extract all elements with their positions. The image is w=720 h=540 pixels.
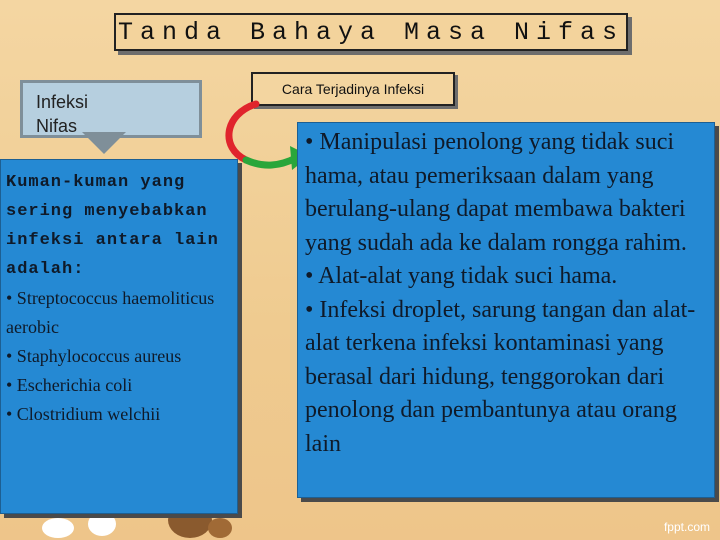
left-content-text xyxy=(6,168,232,429)
paragraph: • Infeksi droplet, sarung tangan dan alat-alat terkena infeksi kontaminasi yang berasal dari hidung, tenggorokan dari penolong dan pembantunya atau orang lain xyxy=(305,296,696,457)
footer-brand: fppt.com xyxy=(663,520,710,534)
callout-label: Infeksi Nifas xyxy=(36,92,89,136)
slide-title: Tanda Bahaya Masa Nifas xyxy=(117,17,625,47)
right-content-text xyxy=(305,126,709,461)
left-heading: Kuman-kuman yang sering menyebabkan infeksi antara lain adalah: xyxy=(6,173,219,279)
list-item: • Streptococcus haemoliticus aerobic xyxy=(6,288,215,337)
list-item: • Escherichia coli xyxy=(6,375,133,395)
list-item: • Staphylococcus aureus xyxy=(6,346,182,366)
list-item: • Clostridium welchii xyxy=(6,404,161,424)
title-banner xyxy=(114,13,628,51)
section-tag: Cara Terjadinya Infeksi xyxy=(251,72,455,106)
paragraph: • Manipulasi penolong yang tidak suci hama, atau pemeriksaan dalam yang berulang-ulang dapat membawa bakteri yang sudah ada ke dalam rongga rahim. xyxy=(305,129,687,256)
paragraph: • Alat-alat yang tidak suci hama. xyxy=(305,263,618,289)
